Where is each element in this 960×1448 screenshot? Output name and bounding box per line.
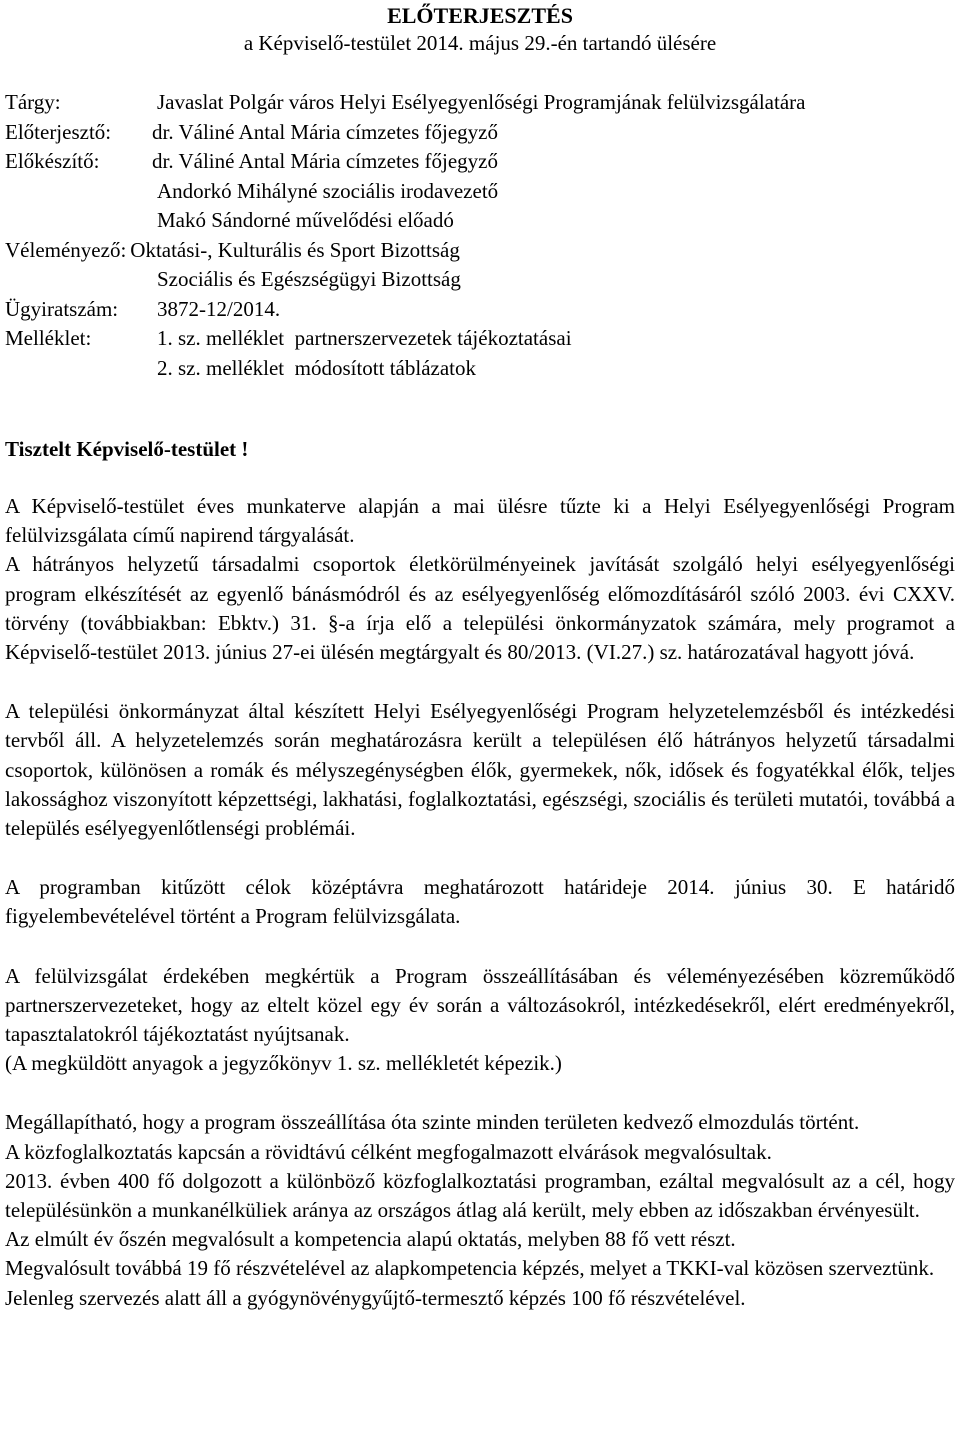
salutation: Tisztelt Képviselő-testület ! [5,437,249,461]
meta-reviewer-row-2 [5,265,945,295]
paragraph-agenda: A Képviselő-testület éves munkaterve alapján a mai ülésre tűzte ki a Helyi Esélyegyenlőségi Program felülvizsgálata című napirend tárgyalását. [5,494,955,548]
document-subtitle: a Képviselő-testület 2014. május 29.-én tartandó ülésére [243,31,717,55]
paragraph-gap [5,667,955,697]
document-title: ELŐTERJESZTÉS [387,3,573,28]
preparer-label: Előkészítő: [5,149,100,173]
reviewer-label: Véleményező: [5,237,127,262]
attachment-value-1: 1. sz. melléklet partnerszervezetek tájékoztatásai [157,326,572,350]
meta-preparer-row [5,147,945,177]
paragraph-legal-basis: A hátrányos helyzetű társadalmi csoportok életkörülményeinek javítását szolgáló helyi esélyegyenlőségi program elkészítését az egyenlő bánásmódról és az esélyegyenlőség előmozdításáról szóló 2003. évi CXXV. törvény (továbbiakban: Ebktv.) 31. §-a írja elő a települési önkormányzatok számára, mely programot a Képviselő-testület 2013. június 27-ei ülésén megtárgyalt és 80/2013. (VI.27.) sz. határozatával hagyott jóvá. [5,552,955,665]
file-label: Ügyiratszám: [5,296,119,321]
presenter-label: Előterjesztő: [5,119,112,144]
paragraph-2013-results: 2013. évben 400 fő dolgozott a különböző közfoglalkoztatási programban, ezáltal megvalósult az a cél, hogy településünkön a munkanélküliek aránya az országos átlag alá került, mely ebben az időszakban érvényesült. [5,1168,955,1223]
paragraph-gap [5,932,955,962]
meta-preparer-row-2 [5,177,945,207]
meta-reviewer-row [5,236,945,266]
paragraph-program-content: A települési önkormányzat által készített Helyi Esélyegyenlőségi Program helyzetelemzésből és intézkedési tervből áll. A helyzetelemzés során meghatározásra került a településen élő hátrányos helyzetű társadalmi csoportok, különösen a romák és mélyszegénységben élők, gyermekek, nők, idősek és fogyatékkal élők, teljes lakossághoz viszonyított képzettségi, lakhatási, foglalkoztatási, egészségi, szociális és területi mutatói, továbbá a település esélyegyenlőtlenségi problémái. [5,699,955,841]
file-value: 3872-12/2014. [157,296,281,321]
meta-attachment-row [5,324,945,354]
reviewer-value-2: Szociális és Egészségügyi Bizottság [157,267,461,291]
subject-label: Tárgy: [5,90,61,114]
paragraph-deadline: A programban kitűzött célok középtávra meghatározott határideje 2014. június 30. E határidő figyelembevételével történt a Program felülvizsgálata. [5,875,955,929]
paragraph-findings: Megállapítható, hogy a program összeállítása óta szinte minden területen kedvező elmozdulás történt. [5,1110,860,1135]
paragraph-herb-training: Jelenleg szervezés alatt áll a gyógynövénygyűjtő-termesztő képzés 100 fő részvételével. [5,1285,746,1310]
paragraph-review: A felülvizsgálat érdekében megkértük a Program összeállításában és véleményezésében közreműködő partnerszervezeteket, hogy az eltelt közel egy év során a változásokról, intézkedésekről, elért eredményekről, tapasztalatokról tájékoztatást nyújtsanak. [5,963,955,1047]
preparer-value-1: dr. Váliné Antal Mária címzetes főjegyző [152,149,498,173]
meta-file-row [5,295,945,325]
reviewer-value-1: Oktatási-, Kulturális és Sport Bizottság [130,237,460,262]
document-body [5,492,955,1313]
paragraph-gap [5,1078,955,1108]
preparer-value-3: Makó Sándorné művelődési előadó [157,208,454,232]
subject-value: Javaslat Polgár város Helyi Esélyegyenlőségi Programjának felülvizsgálatára [157,90,806,114]
presenter-value: dr. Váliné Antal Mária címzetes főjegyző [152,119,498,144]
meta-attachment-row-2 [5,354,945,384]
paragraph-attachment-note: (A megküldött anyagok a jegyzőkönyv 1. sz. mellékletét képezik.) [5,1051,562,1076]
meta-preparer-row-3 [5,206,945,236]
preparer-value-2: Andorkó Mihályné szociális irodavezető [157,178,499,203]
attachment-value-2: 2. sz. melléklet módosított táblázatok [157,355,477,380]
attachment-label: Melléklet: [5,326,92,350]
paragraph-basic-training: Megvalósult továbbá 19 fő részvételével az alapkompetencia képzés, melyet a TKKI-val közösen szerveztünk. [5,1256,935,1281]
meta-subject-row [5,88,945,118]
meta-presenter-row [5,118,945,148]
paragraph-competency-training: Az elmúlt év őszén megvalósult a kompetencia alapú oktatás, melyben 88 fő vett részt. [5,1227,736,1252]
meta-block [5,88,945,383]
paragraph-public-work: A közfoglalkoztatás kapcsán a rövidtávú célként megfogalmazott elvárások megvalósultak. [5,1139,772,1164]
paragraph-gap [5,843,955,873]
